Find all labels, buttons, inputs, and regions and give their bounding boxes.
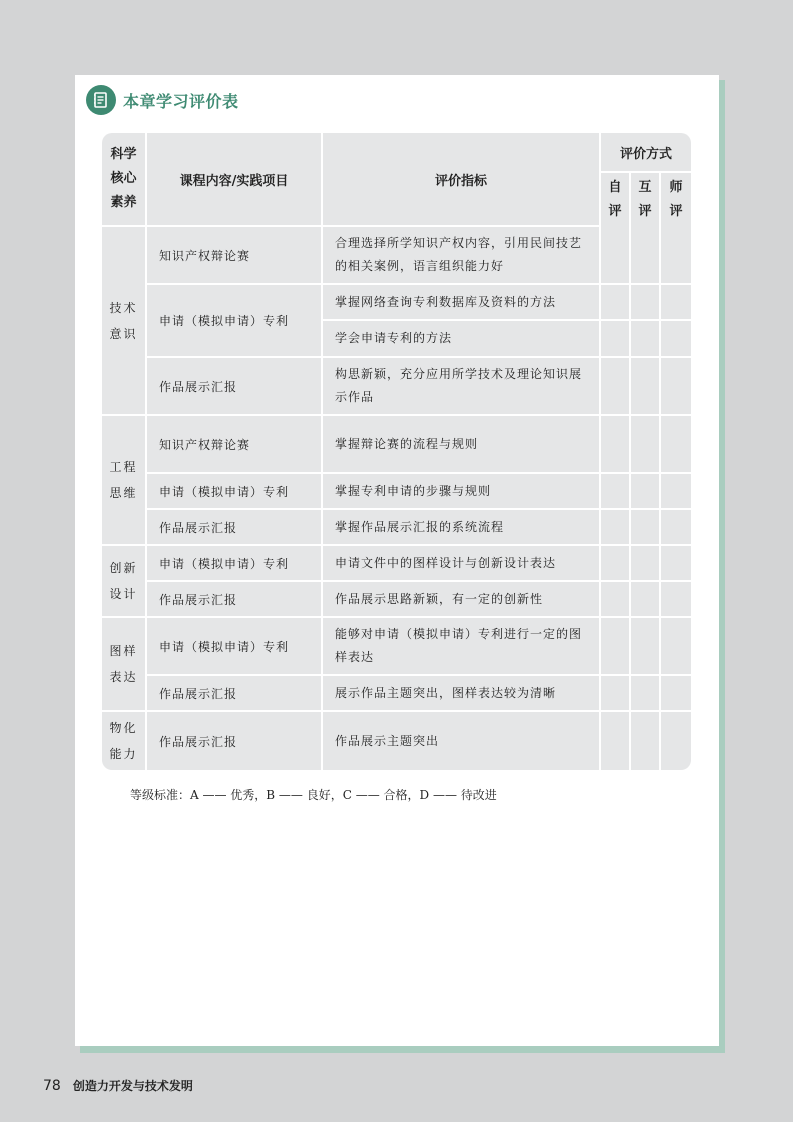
self-eval-cell[interactable] [601, 416, 631, 474]
literacy-cell [102, 618, 147, 712]
self-eval-cell[interactable] [601, 321, 631, 358]
table-row [102, 416, 691, 474]
peer-eval-cell[interactable] [631, 474, 661, 510]
peer-eval-cell[interactable] [631, 618, 661, 676]
course-cell: 作品展示汇报 [147, 712, 323, 770]
literacy-cell [102, 712, 147, 770]
self-eval-cell[interactable] [601, 546, 631, 582]
table-row [102, 285, 691, 321]
indicator-line: 样表达 [335, 650, 375, 664]
self-eval-cell[interactable] [601, 227, 631, 285]
course-cell: 知识产权辩论赛 [147, 416, 323, 474]
teacher-eval-cell[interactable] [661, 474, 691, 510]
header-peer-line: 评 [638, 204, 652, 219]
self-eval-cell[interactable] [601, 474, 631, 510]
literacy-line: 工程 [109, 460, 138, 474]
header-teacher [661, 173, 691, 227]
course-cell: 申请（模拟申请）专利 [147, 285, 323, 358]
peer-eval-cell[interactable] [631, 546, 661, 582]
indicator-cell: 申请文件中的图样设计与创新设计表达 [323, 546, 601, 582]
literacy-line: 能力 [109, 747, 138, 761]
table-row [102, 358, 691, 416]
teacher-eval-cell[interactable] [661, 510, 691, 546]
peer-eval-cell[interactable] [631, 712, 661, 770]
grading-note: 等级标准：A —— 优秀，B —— 良好，C —— 合格，D —— 待改进 [130, 788, 497, 802]
self-eval-cell[interactable] [601, 676, 631, 712]
indicator-cell: 展示作品主题突出，图样表达较为清晰 [323, 676, 601, 712]
page-footer [43, 1077, 193, 1094]
header-indicator: 评价指标 [323, 133, 601, 227]
header-literacy [102, 133, 147, 227]
peer-eval-cell[interactable] [631, 510, 661, 546]
teacher-eval-cell[interactable] [661, 712, 691, 770]
teacher-eval-cell[interactable] [661, 676, 691, 712]
teacher-eval-cell[interactable] [661, 546, 691, 582]
header-course: 课程内容/实践项目 [147, 133, 323, 227]
header-literacy-line: 科学 [110, 147, 137, 162]
indicator-line: 示作品 [335, 390, 375, 404]
table-row [102, 676, 691, 712]
literacy-line: 创新 [109, 561, 138, 575]
header-literacy-line: 素养 [110, 195, 137, 210]
self-eval-cell[interactable] [601, 510, 631, 546]
course-cell: 申请（模拟申请）专利 [147, 618, 323, 676]
indicator-cell: 作品展示思路新颖，有一定的创新性 [323, 582, 601, 618]
self-eval-cell[interactable] [601, 712, 631, 770]
literacy-cell [102, 416, 147, 546]
header-literacy-line: 核心 [110, 171, 137, 186]
literacy-line: 图样 [109, 644, 138, 658]
indicator-cell: 学会申请专利的方法 [323, 321, 601, 358]
indicator-cell: 掌握辩论赛的流程与规则 [323, 416, 601, 474]
course-cell: 作品展示汇报 [147, 676, 323, 712]
header-peer-line: 互 [638, 180, 652, 195]
header-teacher-line: 评 [669, 204, 683, 219]
literacy-line: 思维 [109, 486, 138, 500]
header-method: 评价方式 [601, 133, 691, 173]
header-self-line: 评 [608, 204, 622, 219]
peer-eval-cell[interactable] [631, 676, 661, 712]
indicator-line: 能够对申请（模拟申请）专利进行一定的图 [335, 627, 583, 641]
indicator-cell: 掌握作品展示汇报的系统流程 [323, 510, 601, 546]
literacy-line: 物化 [109, 721, 138, 735]
header-self-line: 自 [608, 180, 622, 195]
page-number: 78 [43, 1078, 61, 1094]
self-eval-cell[interactable] [601, 285, 631, 321]
literacy-cell [102, 546, 147, 618]
teacher-eval-cell[interactable] [661, 618, 691, 676]
literacy-line: 设计 [109, 587, 138, 601]
literacy-cell [102, 227, 147, 416]
self-eval-cell[interactable] [601, 582, 631, 618]
course-cell: 作品展示汇报 [147, 582, 323, 618]
peer-eval-cell[interactable] [631, 321, 661, 358]
course-cell: 作品展示汇报 [147, 358, 323, 416]
indicator-cell: 掌握专利申请的步骤与规则 [323, 474, 601, 510]
section-header [86, 84, 239, 116]
section-title: 本章学习评价表 [123, 91, 239, 111]
literacy-line: 意识 [109, 326, 138, 341]
indicator-line: 合理选择所学知识产权内容，引用民间技艺 [335, 236, 583, 250]
peer-eval-cell[interactable] [631, 227, 661, 285]
self-eval-cell[interactable] [601, 358, 631, 416]
teacher-eval-cell[interactable] [661, 582, 691, 618]
header-teacher-line: 师 [669, 180, 683, 195]
book-title: 创造力开发与技术发明 [72, 1079, 193, 1093]
course-cell: 申请（模拟申请）专利 [147, 474, 323, 510]
table-row [102, 227, 691, 285]
indicator-line: 构思新颖，充分应用所学技术及理论知识展 [335, 367, 583, 381]
indicator-cell [323, 227, 601, 285]
header-peer [631, 173, 661, 227]
indicator-line: 的相关案例，语言组织能力好 [335, 259, 505, 273]
course-cell: 知识产权辩论赛 [147, 227, 323, 285]
indicator-cell: 掌握网络查询专利数据库及资料的方法 [323, 285, 601, 321]
teacher-eval-cell[interactable] [661, 285, 691, 321]
peer-eval-cell[interactable] [631, 582, 661, 618]
indicator-cell [323, 358, 601, 416]
table-row [102, 618, 691, 676]
teacher-eval-cell[interactable] [661, 321, 691, 358]
teacher-eval-cell[interactable] [661, 358, 691, 416]
teacher-eval-cell[interactable] [661, 227, 691, 285]
course-cell: 申请（模拟申请）专利 [147, 546, 323, 582]
notes-icon [86, 85, 116, 115]
self-eval-cell[interactable] [601, 618, 631, 676]
peer-eval-cell[interactable] [631, 358, 661, 416]
table-row [102, 474, 691, 510]
peer-eval-cell[interactable] [631, 285, 661, 321]
peer-eval-cell[interactable] [631, 416, 661, 474]
table-row [102, 510, 691, 546]
course-cell: 作品展示汇报 [147, 510, 323, 546]
table-row [102, 582, 691, 618]
indicator-cell [323, 618, 601, 676]
indicator-cell: 作品展示主题突出 [323, 712, 601, 770]
literacy-line: 技术 [109, 300, 138, 315]
header-self [601, 173, 631, 227]
table-row [102, 712, 691, 770]
teacher-eval-cell[interactable] [661, 416, 691, 474]
evaluation-table [102, 133, 691, 770]
literacy-line: 表达 [109, 670, 138, 684]
table-row [102, 546, 691, 582]
